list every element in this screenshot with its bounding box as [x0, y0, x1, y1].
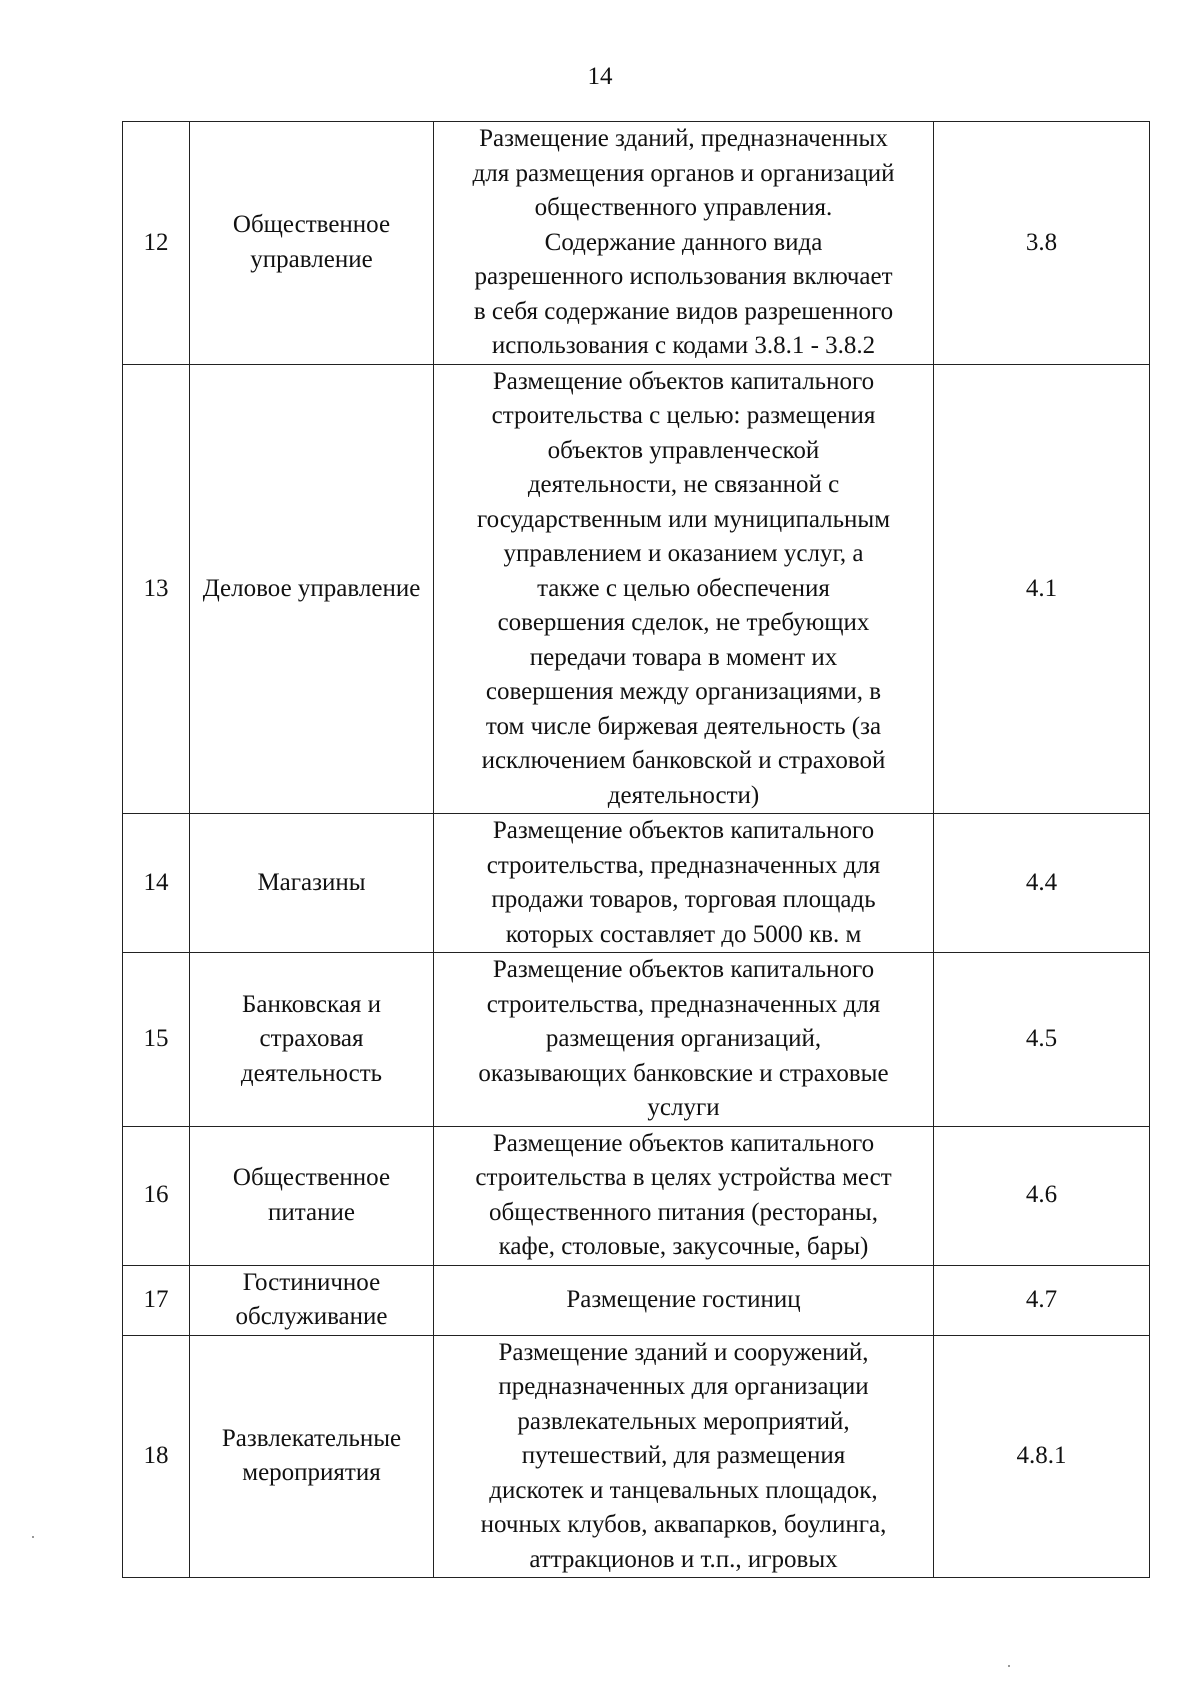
description-line: объектов управленческой	[547, 436, 820, 464]
scan-speck	[32, 1536, 34, 1538]
use-name: Общественное управление	[190, 122, 434, 365]
description-line: управлением и оказанием услуг, а	[503, 540, 864, 567]
use-description	[434, 1335, 934, 1578]
use-code: 4.1	[934, 364, 1150, 814]
use-description	[434, 1126, 934, 1265]
description-line: кафе, столовые, закусочные, бары)	[498, 1233, 869, 1260]
description-line: Размещение гостиниц	[566, 1285, 801, 1313]
table-row	[123, 1126, 1150, 1265]
page-number: 14	[587, 63, 613, 90]
description-line: Размещение объектов капитального	[492, 956, 875, 983]
use-code: 4.4	[934, 814, 1150, 953]
description-line: деятельности, не связанной с	[527, 471, 840, 498]
use-code: 4.7	[934, 1265, 1150, 1335]
description-line: строительства, предназначенных для	[486, 990, 881, 1018]
row-number: 13	[123, 364, 190, 814]
use-name: Гостиничное обслуживание	[190, 1265, 434, 1335]
description-line: Размещение зданий и сооружений,	[498, 1338, 869, 1366]
row-number: 15	[123, 953, 190, 1127]
description-line: продажи товаров, торговая площадь	[491, 886, 876, 913]
description-line: также с целью обеспечения	[537, 574, 830, 602]
description-line: ночных клубов, аквапарков, боулинга,	[480, 1511, 887, 1538]
use-description	[434, 814, 934, 953]
row-number: 12	[123, 122, 190, 365]
table-row	[123, 953, 1150, 1127]
description-line: в себя содержание видов разрешенного	[473, 297, 894, 325]
description-line: совершения сделок, не требующих	[497, 609, 870, 636]
scan-speck	[1008, 1665, 1010, 1667]
table-row	[123, 122, 1150, 365]
description-line: для размещения органов и организаций	[472, 159, 895, 187]
description-line: том числе биржевая деятельность (за	[485, 712, 882, 740]
description-line: путешествий, для размещения	[521, 1442, 846, 1469]
description-line: строительства с целью: размещения	[491, 402, 876, 429]
land-use-table	[122, 121, 1150, 1578]
description-line: совершения между организациями, в	[485, 678, 882, 705]
use-code: 4.6	[934, 1126, 1150, 1265]
description-line: Размещение объектов капитального	[492, 817, 875, 844]
description-line: Размещение объектов капитального	[492, 1129, 875, 1157]
use-code: 4.5	[934, 953, 1150, 1127]
use-name: Магазины	[190, 814, 434, 953]
description-line: Размещение объектов капитального	[492, 367, 875, 395]
use-description	[434, 364, 934, 814]
description-line: строительства, предназначенных для	[486, 851, 881, 879]
description-line: предназначенных для организации	[498, 1373, 869, 1400]
description-line: общественного управления.	[534, 194, 833, 221]
description-line: строительства в целях устройства мест	[475, 1164, 892, 1191]
use-name: Развлекательные мероприятия	[190, 1335, 434, 1578]
row-number: 17	[123, 1265, 190, 1335]
description-line: исключением банковской и страховой	[481, 747, 886, 774]
description-line: государственным или муниципальным	[476, 505, 891, 533]
use-description	[434, 1265, 934, 1335]
row-number: 18	[123, 1335, 190, 1578]
use-name: Деловое управление	[190, 364, 434, 814]
table-row	[123, 1335, 1150, 1578]
description-line: развлекательных мероприятий,	[517, 1407, 850, 1435]
table-row	[123, 814, 1150, 953]
description-line: Размещение зданий, предназначенных	[479, 125, 888, 152]
table-row	[123, 1265, 1150, 1335]
description-line: аттракционов и т.п., игровых	[529, 1545, 838, 1573]
description-line: передачи товара в момент их	[529, 643, 838, 671]
description-line: дискотек и танцевальных площадок,	[489, 1476, 878, 1504]
description-line: которых составляет до 5000 кв. м	[505, 920, 862, 948]
description-line: оказывающих банковские и страховые	[478, 1059, 889, 1087]
description-line: использования с кодами 3.8.1 - 3.8.2	[491, 332, 876, 359]
description-line: Содержание данного вида	[544, 228, 823, 256]
row-number: 14	[123, 814, 190, 953]
use-description	[434, 122, 934, 365]
description-line: общественного питания (рестораны,	[489, 1198, 878, 1226]
description-line: разрешенного использования включает	[474, 263, 893, 290]
table-row	[123, 364, 1150, 814]
use-code: 4.8.1	[934, 1335, 1150, 1578]
use-name: Банковская и страховая деятельность	[190, 953, 434, 1127]
use-name: Общественное питание	[190, 1126, 434, 1265]
row-number: 16	[123, 1126, 190, 1265]
description-line: размещения организаций,	[545, 1025, 822, 1052]
description-line: деятельности)	[607, 781, 760, 809]
description-line: услуги	[647, 1094, 720, 1121]
use-description	[434, 953, 934, 1127]
use-code: 3.8	[934, 122, 1150, 365]
